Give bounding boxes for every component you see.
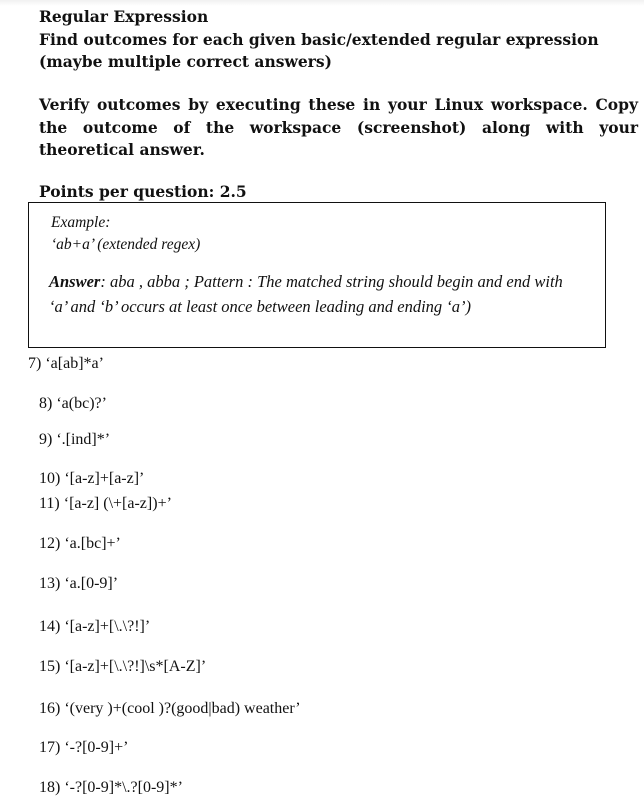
answer-label: Answer	[49, 272, 101, 291]
doc-subtitle-line1: Find outcomes for each given basic/extended regular expression	[39, 30, 599, 49]
example-label: Example:	[51, 214, 111, 231]
question-18: 18) ‘-?[0-9]*\.?[0-9]*’	[39, 779, 183, 796]
question-11: 11) ‘[a-z] (\+[a-z])+’	[39, 495, 172, 512]
question-8: 8) ‘a(bc)?’	[39, 395, 107, 412]
points-per-question: Points per question: 2.5	[39, 182, 247, 201]
doc-title: Regular Expression	[39, 7, 209, 26]
instructions-paragraph: Verify outcomes by executing these in your Linux workspace. Copy the outcome of the workspace (screenshot) along with your theoretical answer.	[39, 95, 638, 159]
question-10: 10) ‘[a-z]+[a-z]’	[39, 470, 145, 487]
example-answer	[49, 269, 569, 319]
question-15: 15) ‘[a-z]+[\.\?!]\s*[A-Z]’	[39, 658, 207, 675]
example-box	[28, 202, 606, 348]
question-12: 12) ‘a.[bc]+’	[39, 535, 121, 552]
question-13: 13) ‘a.[0-9]’	[39, 575, 119, 592]
question-7: 7) ‘a[ab]*a’	[28, 355, 104, 372]
answer-text: : aba , abba ; Pattern : The matched string should begin and end with ‘a’ and ‘b’ occurs at least once between leading and ending ‘a’)	[49, 272, 563, 316]
question-16: 16) ‘(very )+(cool )?(good|bad) weather’	[39, 700, 301, 717]
question-14: 14) ‘[a-z]+[\.\?!]’	[39, 618, 151, 635]
example-pattern: ‘ab+a’ (extended regex)	[51, 236, 201, 253]
doc-subtitle-line2: (maybe multiple correct answers)	[39, 52, 332, 71]
question-9: 9) ‘.[ind]*’	[39, 431, 111, 448]
question-17: 17) ‘-?[0-9]+’	[39, 739, 129, 756]
